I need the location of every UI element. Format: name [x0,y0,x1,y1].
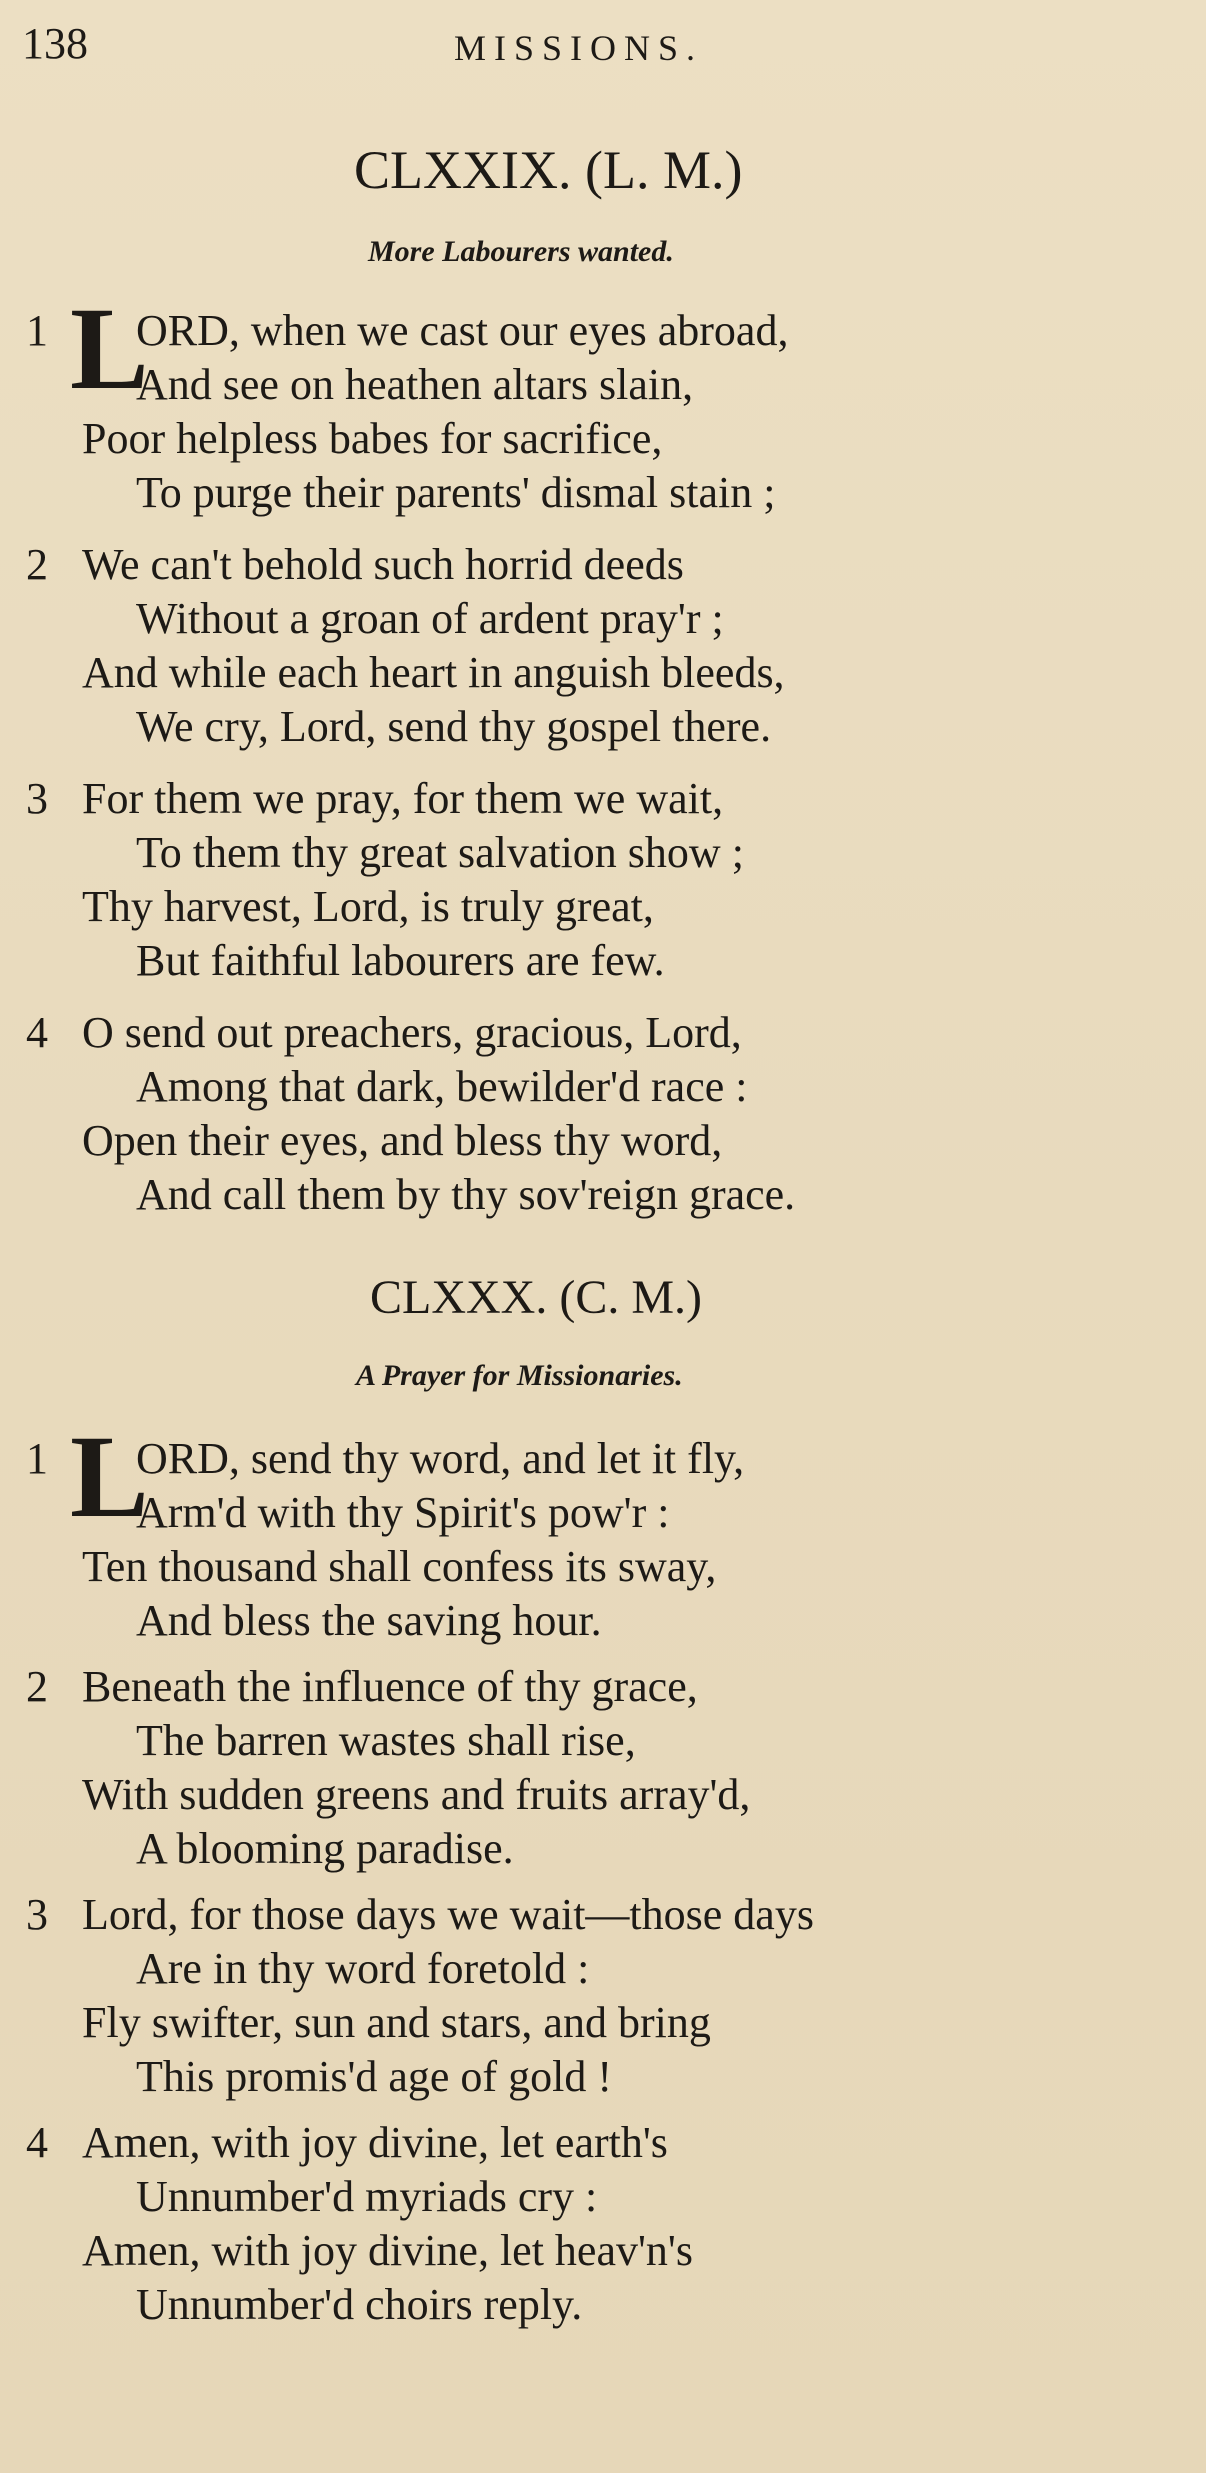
hymn-180-verse-4-line-4: Unnumber'd choirs reply. [136,2280,583,2329]
section-title: MISSIONS. [454,28,704,68]
hymn-179-verse-4-number: 4 [26,1008,48,1057]
hymn-180-subtitle: A Prayer for Missionaries. [356,1359,683,1392]
hymn-179-verse-1-line-2: And see on heathen altars slain, [136,360,694,409]
hymn-179-verse-2-number: 2 [26,540,48,589]
page-number: 138 [22,19,88,68]
hymn-179-verse-3-line-4: But faithful labourers are few. [136,936,665,985]
hymn-179-verse-3-line-3: Thy harvest, Lord, is truly great, [82,882,654,931]
hymn-180-verse-3-line-1: Lord, for those days we wait—those days [82,1890,814,1939]
hymn-179-verse-2-line-1: We can't behold such horrid deeds [82,540,684,589]
hymn-179-number: CLXXIX. (L. M.) [354,140,743,200]
hymn-180-verse-2-line-4: A blooming paradise. [136,1824,514,1873]
hymn-179-verse-3-number: 3 [26,774,48,823]
hymn-179-verse-1-line-1: ORD, when we cast our eyes abroad, [136,306,789,355]
hymn-179-verse-4-line-4: And call them by thy sov'reign grace. [136,1170,796,1219]
hymn-180-verse-4-line-1: Amen, with joy divine, let earth's [82,2118,668,2167]
hymn-179-verse-1-line-3: Poor helpless babes for sacrifice, [82,414,663,463]
hymn-180-verse-1-line-1: ORD, send thy word, and let it fly, [136,1434,745,1483]
hymn-180-verse-4-line-3: Amen, with joy divine, let heav'n's [82,2226,693,2275]
hymn-180-verse-4-line-2: Unnumber'd myriads cry : [136,2172,598,2221]
hymn-179-verse-2-line-3: And while each heart in anguish bleeds, [82,648,785,697]
hymn-179-subtitle: More Labourers wanted. [368,235,674,268]
hymn-180-verse-1-line-4: And bless the saving hour. [136,1596,602,1645]
hymn-179-verse-2-line-2: Without a groan of ardent pray'r ; [136,594,724,643]
hymn-179-verse-4-line-1: O send out preachers, gracious, Lord, [82,1008,742,1057]
hymn-180-verse-2-line-1: Beneath the influence of thy grace, [82,1662,698,1711]
hymn-180-verse-3-number: 3 [26,1890,48,1939]
hymn-180-number: CLXXX. (C. M.) [370,1271,702,1324]
hymn-179-verse-1-line-4: To purge their parents' dismal stain ; [136,468,776,517]
running-head [22,14,1182,74]
hymn-179-verse-2-line-4: We cry, Lord, send thy gospel there. [136,702,772,751]
hymn-180-verse-2-line-3: With sudden greens and fruits array'd, [82,1770,751,1819]
hymn-179-verse-4-line-3: Open their eyes, and bless thy word, [82,1116,723,1165]
hymn-179-verse-1-number: 1 [26,306,48,355]
hymn-179-verse-3-line-1: For them we pray, for them we wait, [82,774,724,823]
hymn-179-drop-cap: L [70,283,149,414]
hymn-180-verse-1-number: 1 [26,1434,48,1483]
hymn-180-verse-2-line-2: The barren wastes shall rise, [136,1716,636,1765]
hymn-180-verse-3-line-3: Fly swifter, sun and stars, and bring [82,1998,711,2047]
hymn-180-verse-3-line-4: This promis'd age of gold ! [136,2052,612,2101]
hymn-180-verse-3-line-2: Are in thy word foretold : [136,1944,590,1993]
hymn-179-verse-4-line-2: Among that dark, bewilder'd race : [136,1062,748,1111]
hymn-180-drop-cap: L [70,1411,149,1542]
hymn-180-verse-2-number: 2 [26,1662,48,1711]
hymn-179-verse-3-line-2: To them thy great salvation show ; [136,828,744,877]
hymn-180-verse-4-number: 4 [26,2118,48,2167]
hymn-180-verse-1-line-3: Ten thousand shall confess its sway, [82,1542,717,1591]
hymn-180-verse-1-line-2: Arm'd with thy Spirit's pow'r : [136,1488,670,1537]
